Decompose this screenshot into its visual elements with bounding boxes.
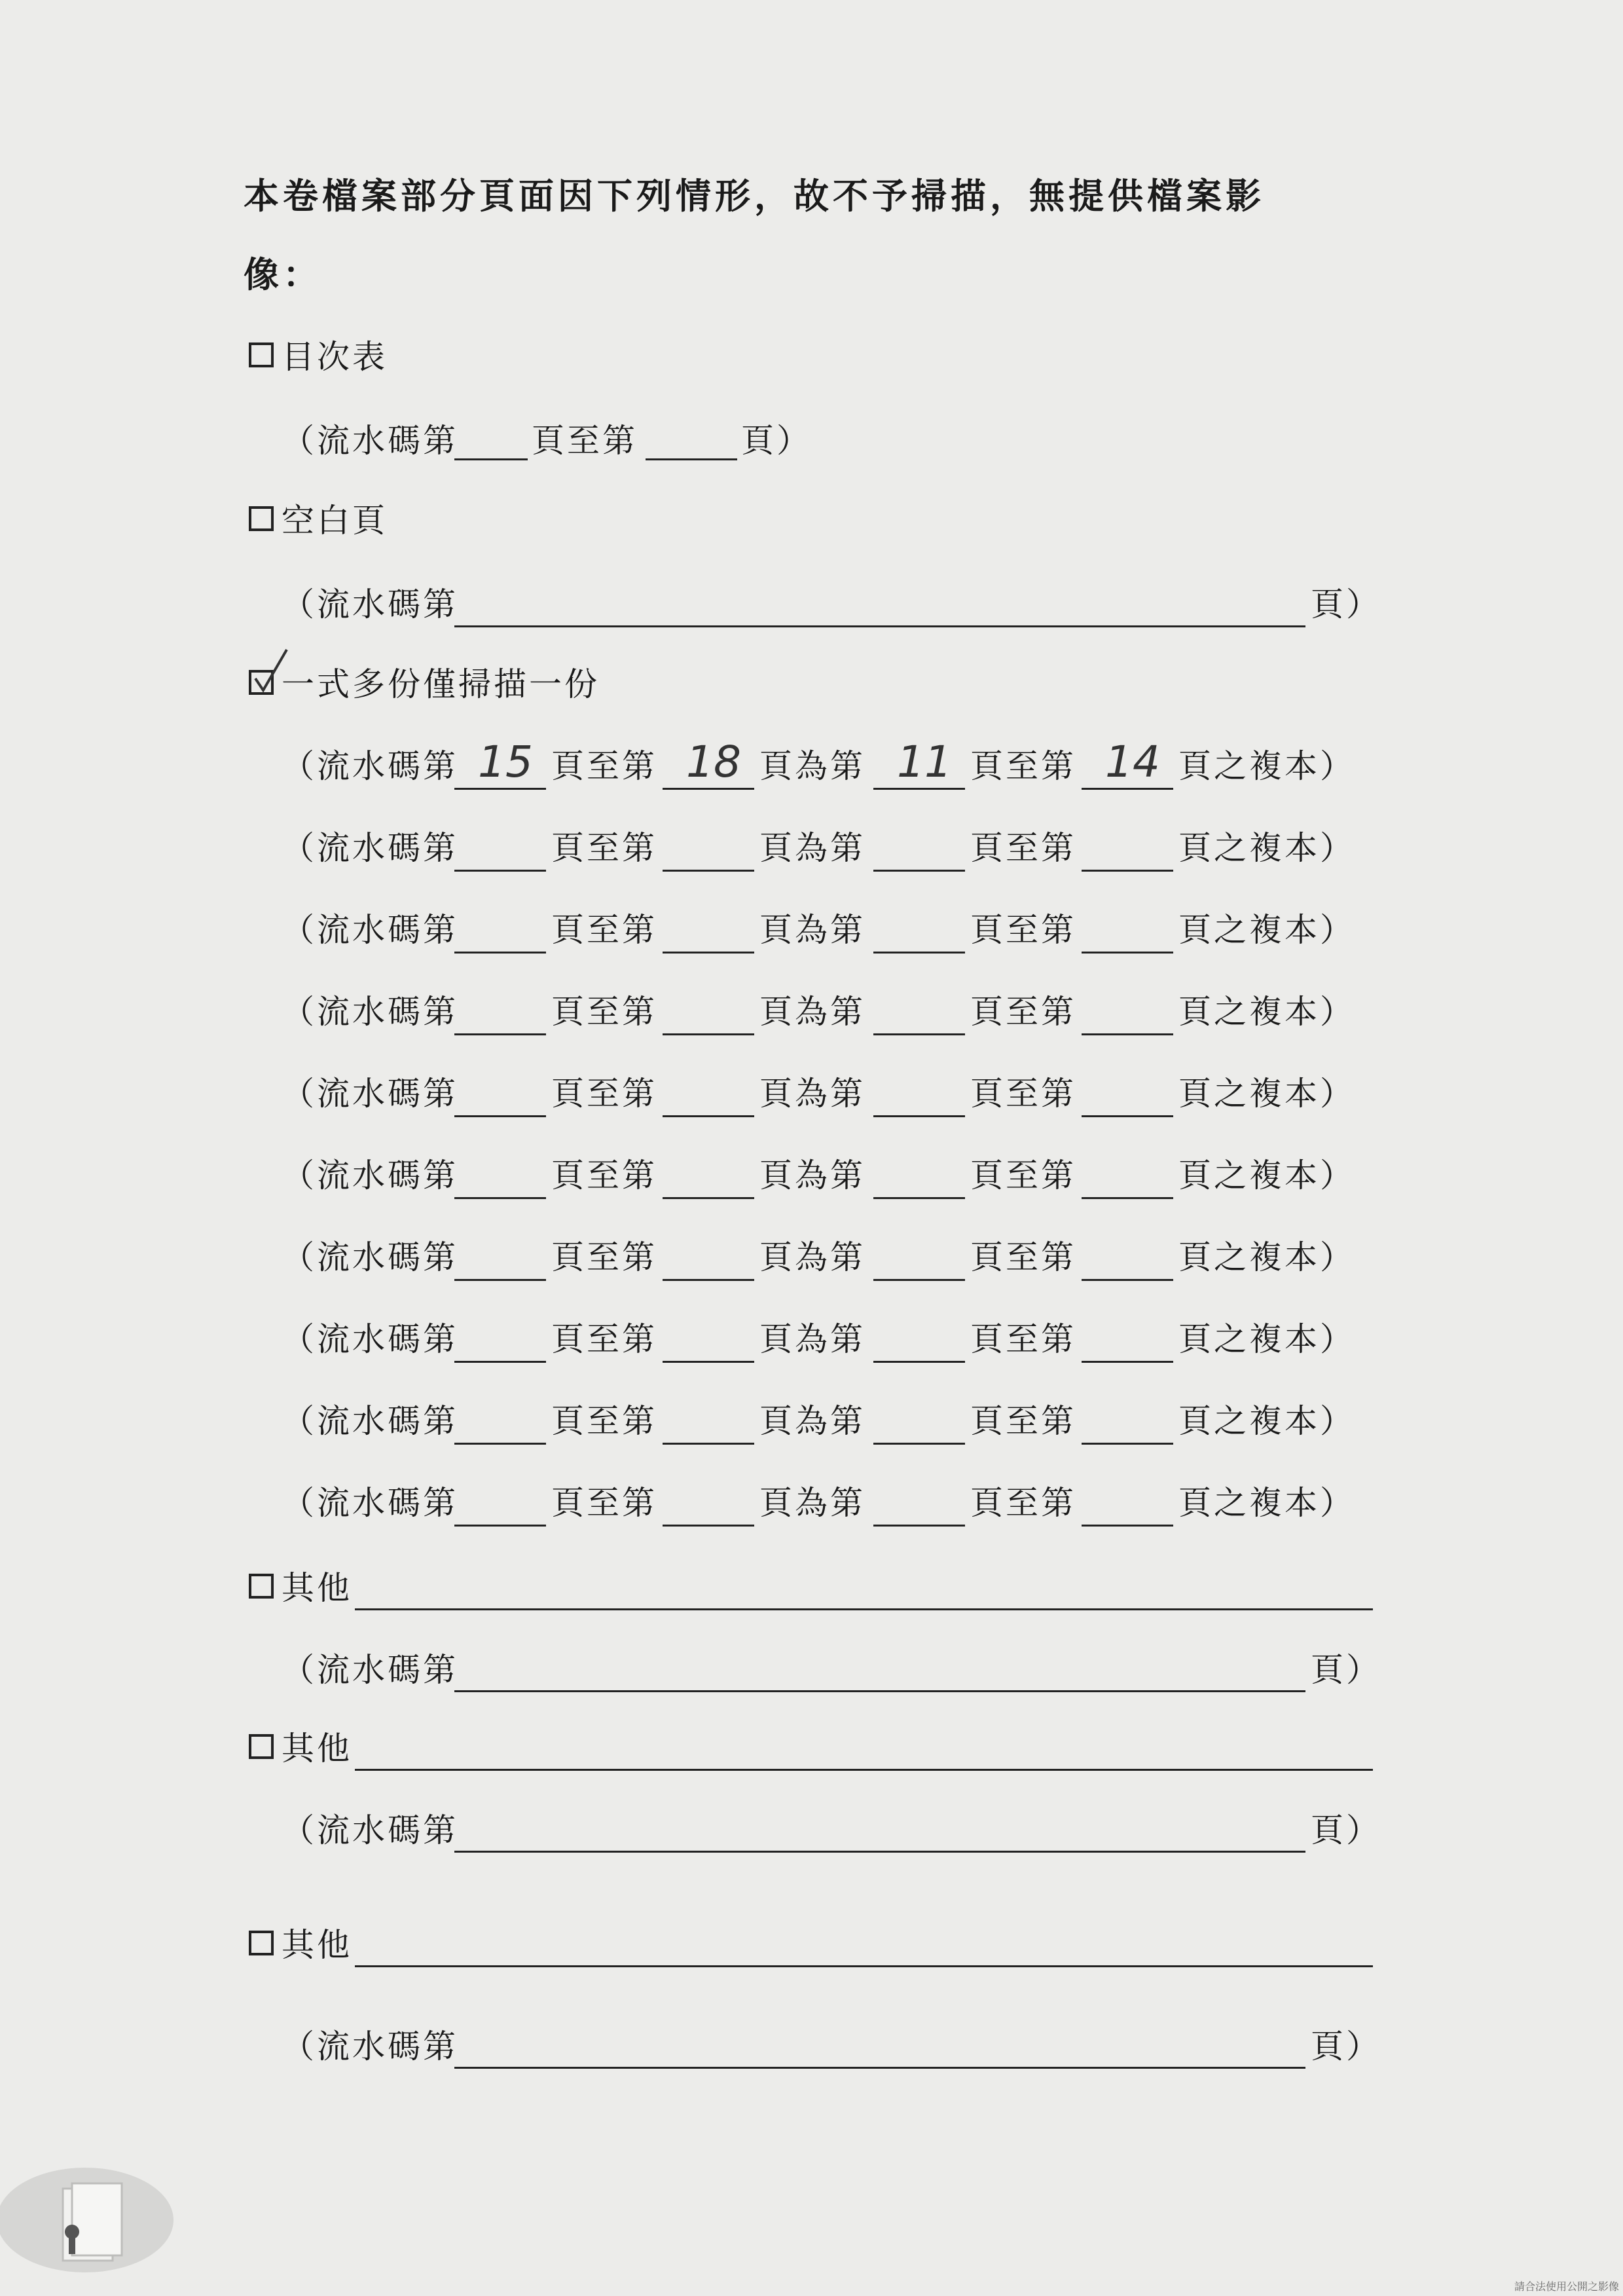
copy-row-text: 頁為第 — [759, 1320, 866, 1358]
copy-row-field[interactable] — [873, 1033, 965, 1035]
copy-row-text: （流水碼第 — [282, 1402, 458, 1440]
copy-row-text: 頁至第 — [970, 993, 1076, 1031]
handwritten-value: 14 — [1105, 737, 1160, 787]
copy-row-field[interactable] — [873, 1525, 965, 1527]
copy-row-field[interactable] — [1082, 1525, 1173, 1527]
copy-row-text: 頁為第 — [759, 1484, 866, 1522]
copy-row-text: 頁至第 — [551, 1157, 657, 1194]
blank-checkbox[interactable] — [249, 506, 274, 531]
copy-row-field[interactable] — [1082, 1443, 1173, 1445]
copy-row-field[interactable] — [1082, 952, 1173, 954]
other-checkbox[interactable] — [249, 1734, 274, 1759]
copy-row-text: 頁之複本） — [1178, 1402, 1355, 1440]
copy-row-text: 頁為第 — [759, 829, 866, 867]
copy-row-text: 頁為第 — [759, 1157, 866, 1194]
copy-row-text: 頁之複本） — [1178, 993, 1355, 1031]
copy-row-field[interactable] — [1082, 788, 1173, 790]
blank-serial-field[interactable] — [454, 625, 1305, 627]
page-heading-line1: 本卷檔案部分頁面因下列情形，故不予掃描，無提供檔案影 — [244, 175, 1265, 217]
copy-row-text: 頁為第 — [759, 1075, 866, 1113]
copy-row-field[interactable] — [873, 1197, 965, 1199]
copy-row-field[interactable] — [663, 1033, 754, 1035]
copy-row-field[interactable] — [454, 1443, 546, 1445]
other-description-field[interactable] — [355, 1769, 1373, 1771]
other-checkbox[interactable] — [249, 1574, 274, 1599]
copy-row-text: 頁至第 — [970, 1484, 1076, 1522]
copy-row-text: 頁至第 — [970, 1157, 1076, 1194]
other-serial-field[interactable] — [454, 2067, 1305, 2069]
copy-row-text: 頁之複本） — [1178, 1320, 1355, 1358]
copy-row-text: 頁至第 — [970, 1320, 1076, 1358]
archive-logo-icon — [0, 2155, 177, 2286]
other-description-field[interactable] — [355, 1608, 1373, 1610]
copy-row-text: 頁至第 — [551, 911, 657, 949]
copy-row-text: 頁至第 — [551, 1075, 657, 1113]
copy-row-text: 頁至第 — [970, 829, 1076, 867]
footer-notice: 請合法使用公開之影像 — [1514, 2280, 1619, 2293]
copy-row-field[interactable] — [663, 788, 754, 790]
copy-row-text: 頁至第 — [551, 829, 657, 867]
copy-row-field[interactable] — [1082, 1197, 1173, 1199]
other-serial-label: （流水碼第 — [282, 2028, 458, 2065]
copy-row-text: 頁至第 — [551, 1238, 657, 1276]
other-label: 其他 — [282, 1569, 352, 1607]
toc-from-field[interactable] — [454, 458, 528, 460]
copy-row-text: （流水碼第 — [282, 1484, 458, 1522]
copy-row-text: 頁至第 — [970, 1075, 1076, 1113]
toc-serial-label: （流水碼第 — [282, 422, 458, 460]
page-heading-line2: 像： — [244, 253, 322, 295]
copy-row-text: 頁至第 — [970, 911, 1076, 949]
copy-row-field[interactable] — [1082, 1361, 1173, 1363]
toc-checkbox[interactable] — [249, 343, 274, 367]
copy-row-field[interactable] — [1082, 1033, 1173, 1035]
copy-row-field[interactable] — [454, 952, 546, 954]
copy-row-text: 頁之複本） — [1178, 911, 1355, 949]
copy-row-text: 頁至第 — [970, 1402, 1076, 1440]
handwritten-value: 15 — [478, 737, 533, 787]
copy-row-text: 頁為第 — [759, 1238, 866, 1276]
copy-row-field[interactable] — [454, 1525, 546, 1527]
other-end-label: 頁） — [1311, 1651, 1381, 1689]
copy-row-text: 頁之複本） — [1178, 1484, 1355, 1522]
copy-row-text: （流水碼第 — [282, 1238, 458, 1276]
other-serial-field[interactable] — [454, 1690, 1305, 1692]
other-description-field[interactable] — [355, 1965, 1373, 1967]
copy-row-field[interactable] — [873, 788, 965, 790]
copy-row-field[interactable] — [454, 1279, 546, 1281]
other-serial-field[interactable] — [454, 1851, 1305, 1853]
blank-end-label: 頁） — [1311, 585, 1381, 623]
copy-row-field[interactable] — [1082, 1279, 1173, 1281]
copy-row-field[interactable] — [663, 1197, 754, 1199]
copy-row-text: （流水碼第 — [282, 829, 458, 867]
copy-row-text: 頁至第 — [551, 1402, 657, 1440]
copy-row-field[interactable] — [873, 870, 965, 872]
toc-end-label: 頁） — [741, 422, 812, 460]
other-serial-label: （流水碼第 — [282, 1811, 458, 1849]
copy-row-text: 頁至第 — [551, 993, 657, 1031]
copy-row-text: 頁至第 — [551, 1484, 657, 1522]
copy-row-text: 頁為第 — [759, 747, 866, 785]
other-label: 其他 — [282, 1926, 352, 1964]
blank-label: 空白頁 — [282, 502, 388, 540]
copy-row-field[interactable] — [454, 1033, 546, 1035]
other-serial-label: （流水碼第 — [282, 1651, 458, 1689]
copy-row-text: （流水碼第 — [282, 911, 458, 949]
copy-row-field[interactable] — [454, 788, 546, 790]
copy-row-field[interactable] — [663, 1525, 754, 1527]
copy-row-field[interactable] — [1082, 870, 1173, 872]
other-end-label: 頁） — [1311, 2028, 1381, 2065]
handwritten-value: 11 — [897, 737, 952, 787]
copy-row-text: （流水碼第 — [282, 1157, 458, 1194]
copy-row-text: 頁至第 — [551, 1320, 657, 1358]
copy-row-text: 頁之複本） — [1178, 1238, 1355, 1276]
copy-row-text: （流水碼第 — [282, 993, 458, 1031]
copy-row-field[interactable] — [873, 1361, 965, 1363]
copy-row-text: （流水碼第 — [282, 747, 458, 785]
copy-row-field[interactable] — [663, 870, 754, 872]
copy-row-field[interactable] — [663, 1279, 754, 1281]
blank-serial-label: （流水碼第 — [282, 585, 458, 623]
copy-row-text: 頁之複本） — [1178, 1075, 1355, 1113]
copy-row-text: （流水碼第 — [282, 1075, 458, 1113]
copy-row-text: 頁之複本） — [1178, 829, 1355, 867]
copy-row-text: 頁為第 — [759, 993, 866, 1031]
copy-row-text: 頁之複本） — [1178, 747, 1355, 785]
copy-row-text: 頁為第 — [759, 1402, 866, 1440]
copy-row-field[interactable] — [454, 870, 546, 872]
other-end-label: 頁） — [1311, 1811, 1381, 1849]
other-label: 其他 — [282, 1730, 352, 1768]
copy-row-field[interactable] — [454, 1361, 546, 1363]
copy-row-field[interactable] — [454, 1115, 546, 1117]
copy-row-text: （流水碼第 — [282, 1320, 458, 1358]
toc-to-field[interactable] — [646, 458, 737, 460]
copy-row-text: 頁至第 — [551, 747, 657, 785]
copy-row-field[interactable] — [873, 1443, 965, 1445]
copy-row-field[interactable] — [454, 1197, 546, 1199]
copy-row-field[interactable] — [663, 1115, 754, 1117]
copy-row-field[interactable] — [873, 1279, 965, 1281]
other-checkbox[interactable] — [249, 1931, 274, 1955]
toc-label: 目次表 — [282, 338, 388, 376]
copies-label: 一式多份僅掃描一份 — [282, 665, 600, 703]
copy-row-text: 頁至第 — [970, 1238, 1076, 1276]
copy-row-field[interactable] — [873, 1115, 965, 1117]
copy-row-field[interactable] — [663, 1443, 754, 1445]
copy-row-field[interactable] — [663, 952, 754, 954]
copy-row-text: 頁之複本） — [1178, 1157, 1355, 1194]
copy-row-text: 頁至第 — [970, 747, 1076, 785]
copy-row-field[interactable] — [1082, 1115, 1173, 1117]
copy-row-field[interactable] — [873, 952, 965, 954]
copy-row-field[interactable] — [663, 1361, 754, 1363]
handwritten-value: 18 — [686, 737, 741, 787]
toc-to-label: 頁至第 — [532, 422, 638, 460]
copy-row-text: 頁為第 — [759, 911, 866, 949]
